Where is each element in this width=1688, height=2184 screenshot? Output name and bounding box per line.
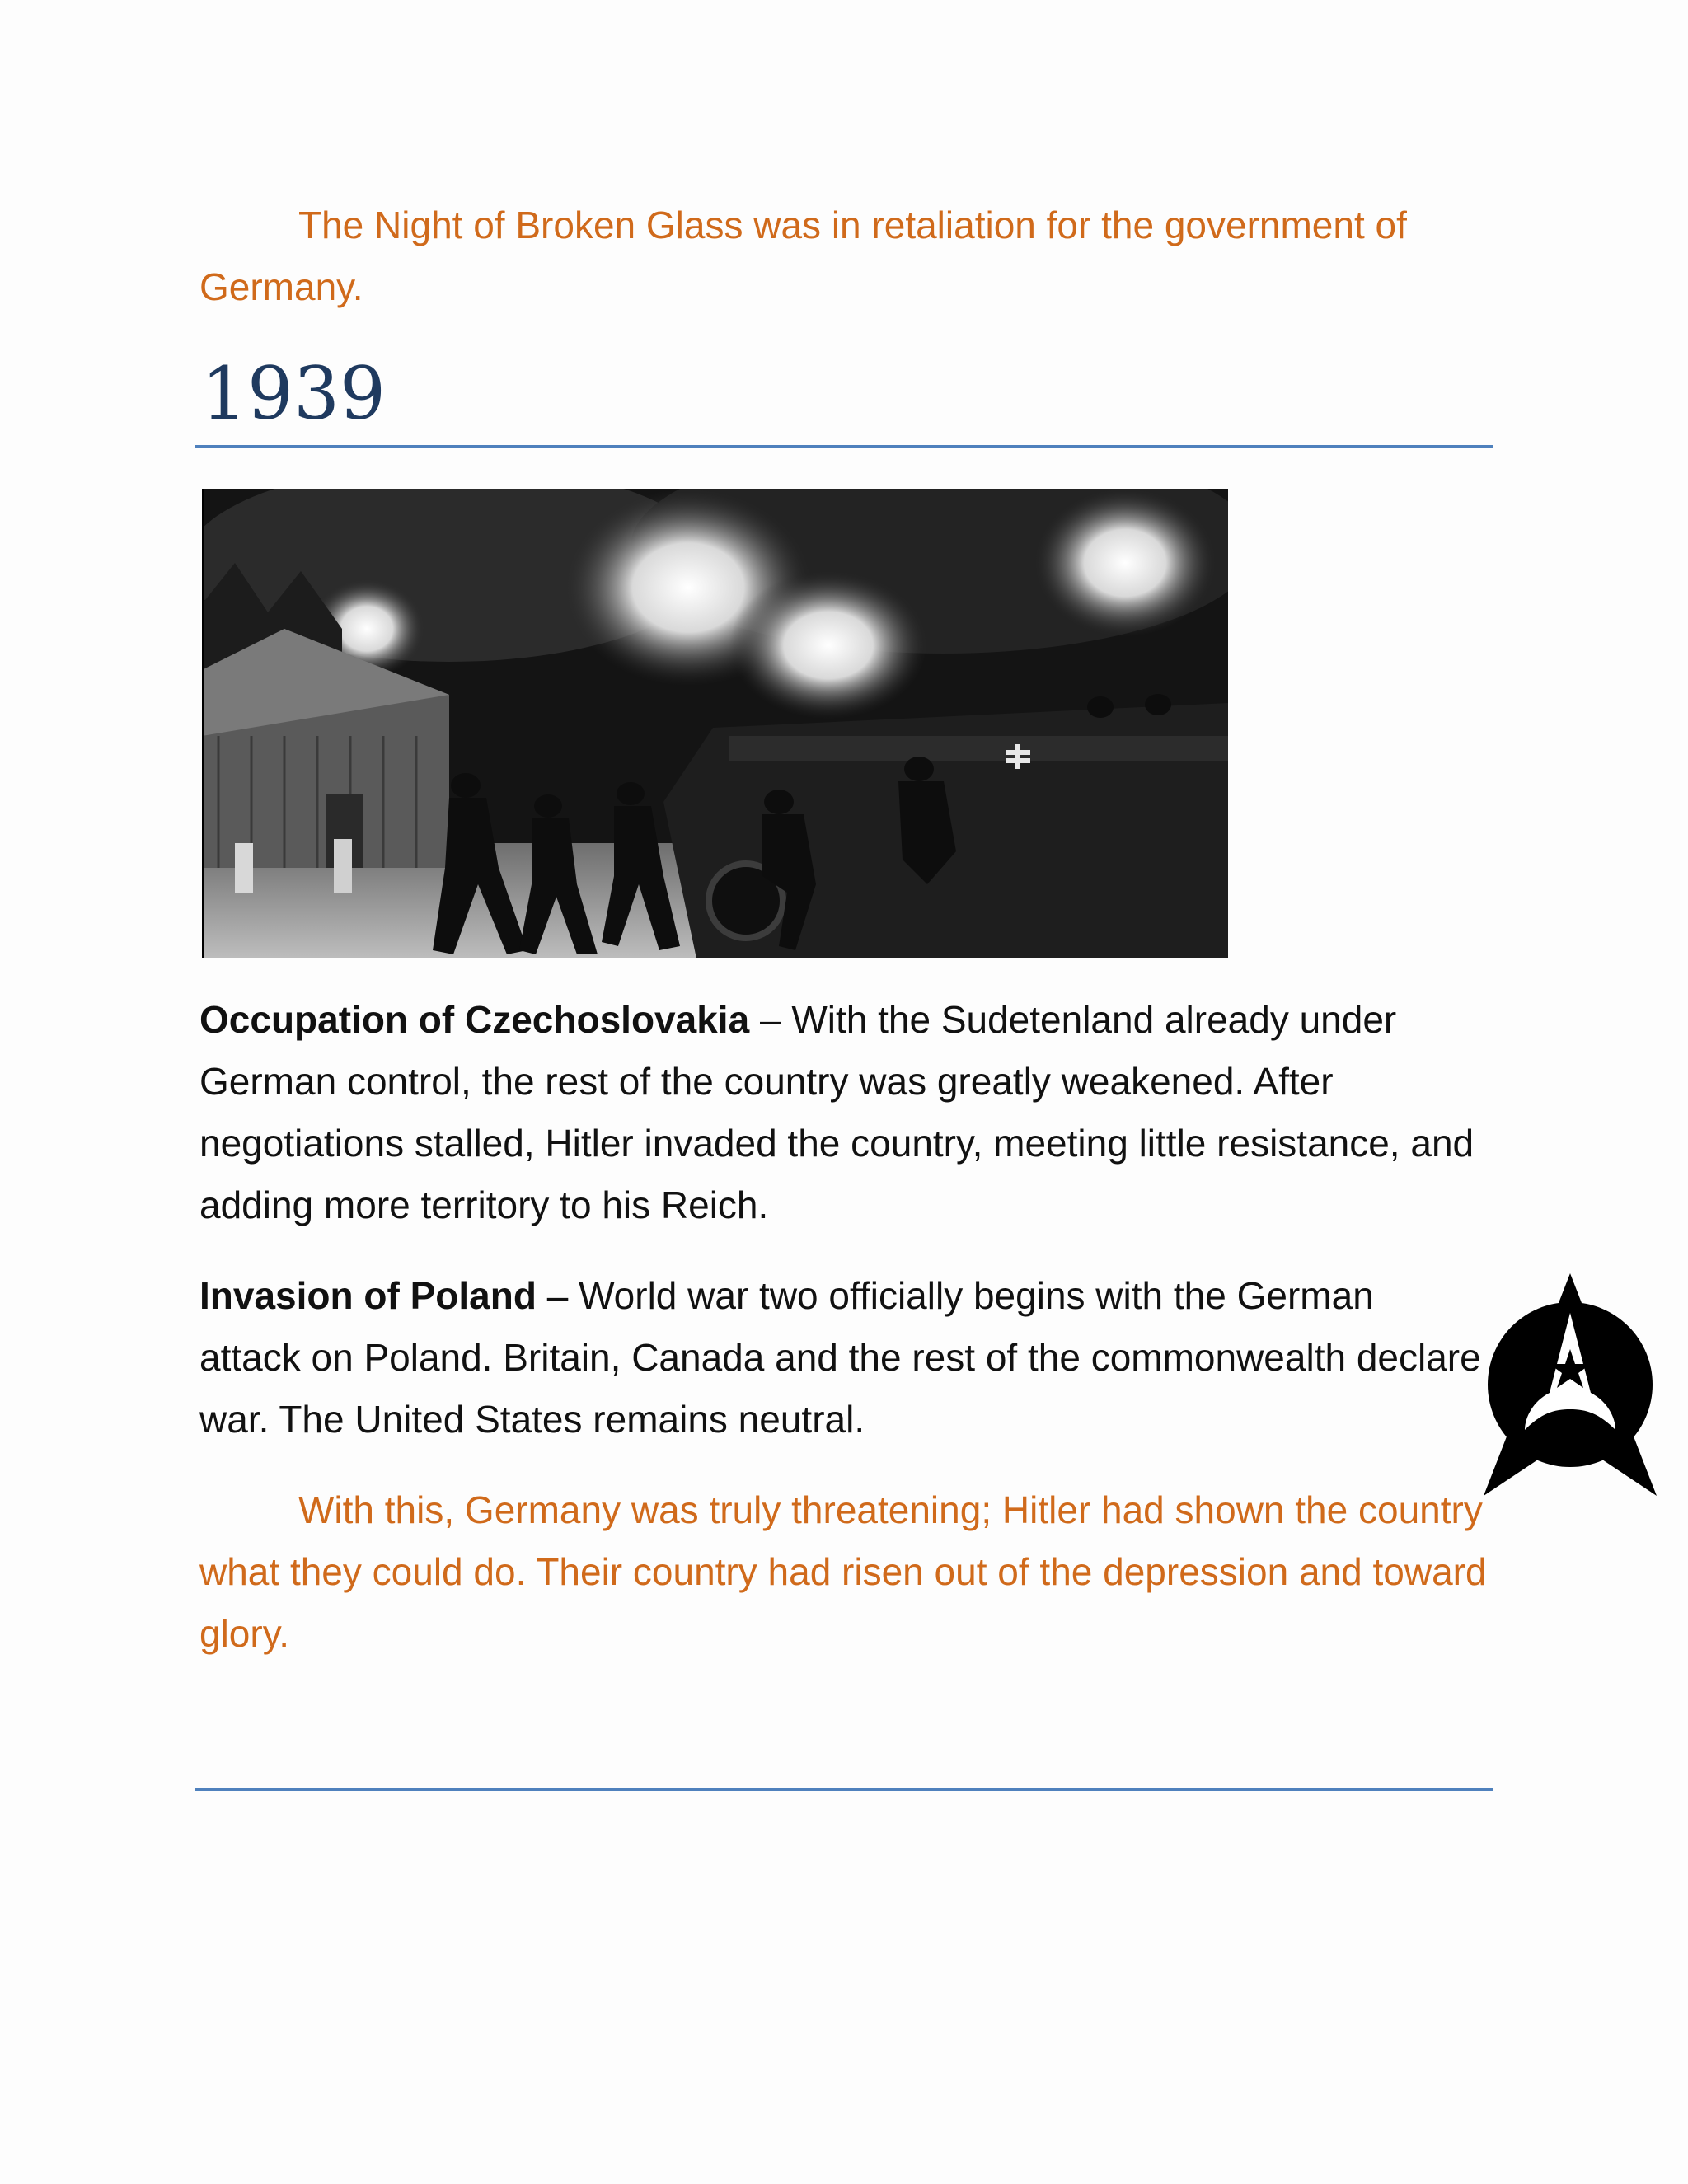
- heading-rule: [195, 445, 1493, 448]
- war-photo: [202, 489, 1228, 958]
- conclusion-paragraph: With this, Germany was truly threatening; Hitler had shown the country what they could do. Their country had risen out of the depression and toward glory.: [199, 1488, 1487, 1655]
- entry-poland: [199, 1265, 1485, 1451]
- section-heading: 1939: [201, 351, 386, 436]
- entry-title: Occupation of Czechoslovakia: [199, 998, 750, 1041]
- intro-paragraph: The Night of Broken Glass was in retaliation for the government of Germany.: [199, 204, 1407, 308]
- entry-title: Invasion of Poland: [199, 1274, 537, 1317]
- starfleet-delta-icon: [1484, 1273, 1657, 1500]
- entry-body: – World war two officially begins with the German attack on Poland. Britain, Canada and the rest of the commonwealth declare war. The United States remains neutral.: [199, 1274, 1481, 1441]
- entry-body: – With the Sudetenland already under German control, the rest of the country was greatly weakened. After negotiations stalled, Hitler invaded the country, meeting little resistance, and adding more territory to his Reich.: [199, 998, 1475, 1226]
- footer-rule: [195, 1788, 1493, 1791]
- entry-czechoslovakia: [199, 989, 1502, 1236]
